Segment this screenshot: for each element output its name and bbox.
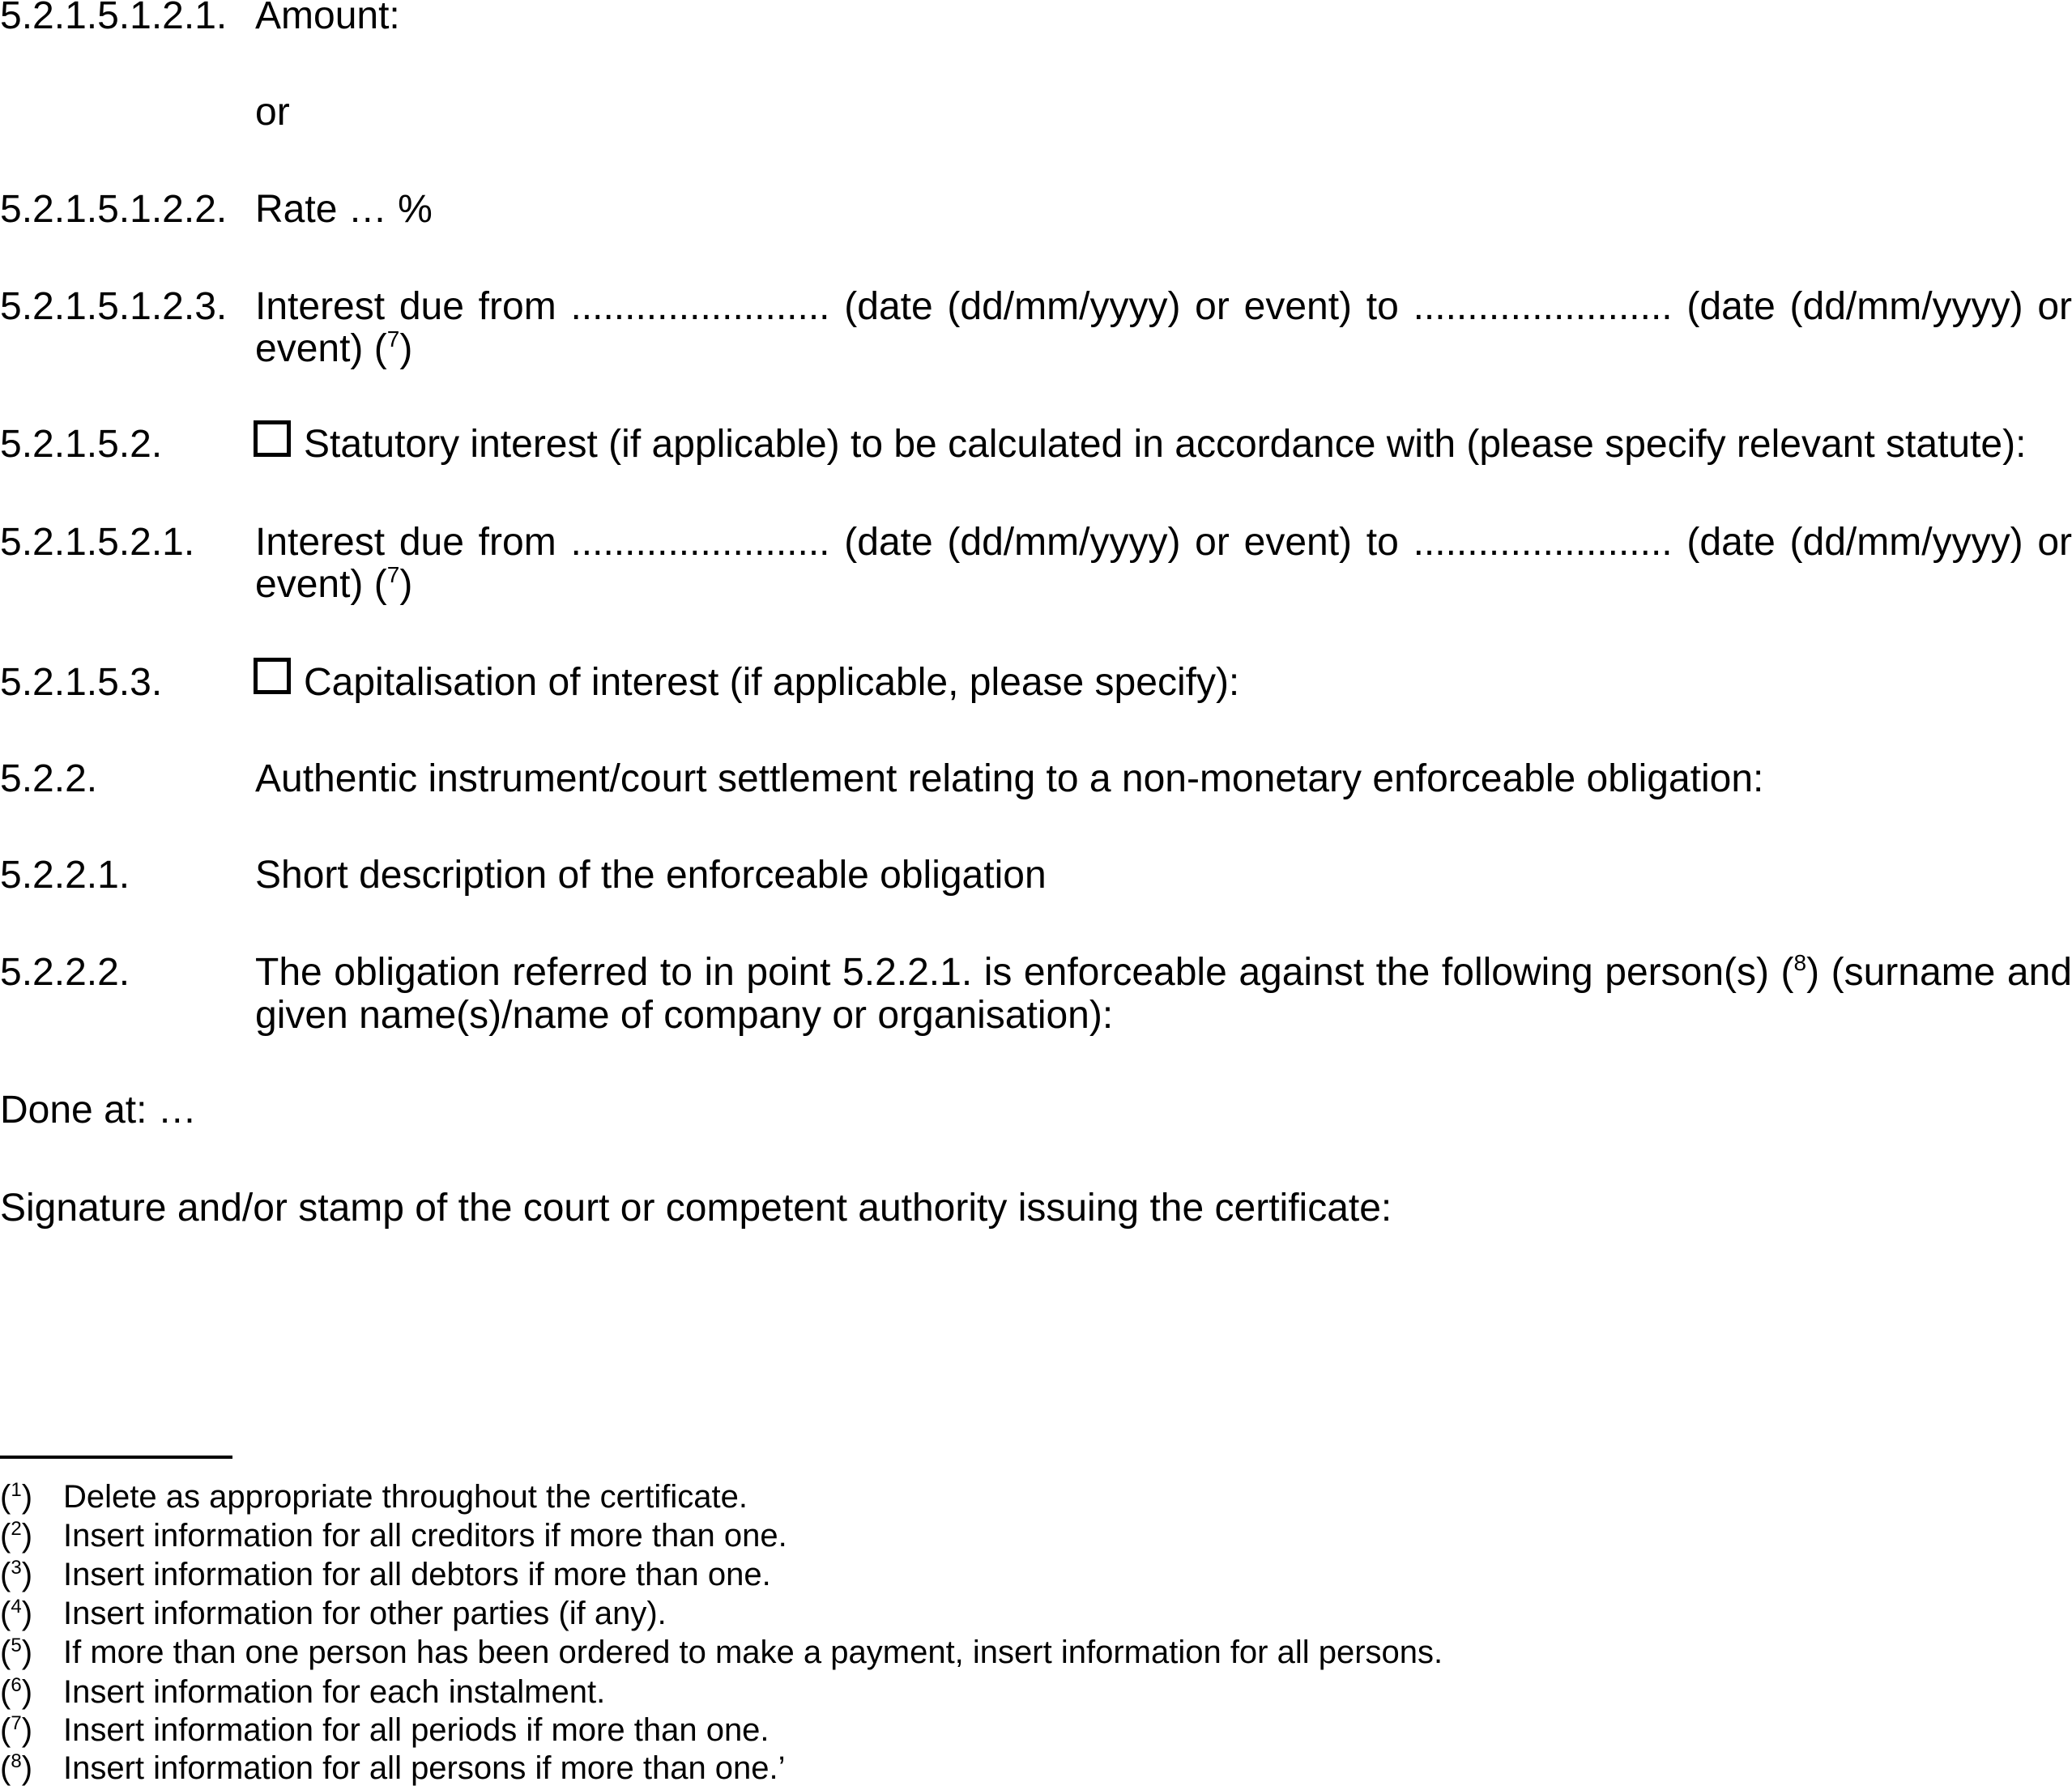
footnote-text: If more than one person has been ordered to make a payment, insert information for all persons. — [63, 1635, 1443, 1670]
footnote-separator — [0, 1456, 232, 1459]
footnote-text: Insert information for all periods if more than one. — [63, 1712, 770, 1748]
statutory-interest-due-line-2 — [255, 562, 413, 606]
signature-label: Signature and/or stamp of the court or competent authority issuing the certificate: — [0, 1187, 1392, 1230]
footnote-marker: ($^4$) — [0, 1596, 33, 1631]
done-at-label: Done at: … — [0, 1089, 197, 1132]
item-number: 5.2.1.5.1.2.1. — [0, 0, 228, 37]
footnote-number: 4 — [11, 1596, 22, 1618]
footnote-marker: ($^5$) — [0, 1635, 33, 1670]
item-text-capitalisation: Capitalisation of interest (if applicable, please specify): — [304, 661, 1240, 704]
footnote-number: 2 — [11, 1518, 22, 1540]
obligation-text: The obligation referred to in point 5.2.2.1. is enforceable against the following person(s) ( — [255, 951, 1794, 994]
interest-due-text-end: ) — [399, 563, 413, 606]
footnote-text: Insert information for all persons if more than one.’ — [63, 1750, 786, 1786]
footnote-number: 5 — [11, 1635, 22, 1656]
interest-due-text-end: ) — [399, 327, 413, 370]
footnote-text: Insert information for other parties (if any). — [63, 1596, 667, 1631]
footnote-number: 7 — [11, 1712, 22, 1734]
item-number: 5.2.2.1. — [0, 854, 130, 897]
interest-due-line-1: Interest due from ........................ (date (dd/mm/yyyy) or event) to ........................ (date (dd/mm/yyyy) or — [255, 285, 2072, 328]
footnote-marker: ($^6$) — [0, 1674, 33, 1710]
item-number: 5.2.1.5.3. — [0, 661, 163, 704]
obligation-line-2: given name(s)/name of company or organisation): — [255, 994, 1114, 1037]
statutory-interest-due-line-1: Interest due from ........................ (date (dd/mm/yyyy) or event) to ........................ (date (dd/mm/yyyy) or — [255, 521, 2072, 564]
item-number: 5.2.2. — [0, 757, 98, 800]
footnote-marker: ($^1$) — [0, 1479, 33, 1515]
footnote-ref[interactable]: 7 — [386, 326, 400, 352]
obligation-line-1 — [255, 950, 2072, 994]
footnote-marker: ($^2$) — [0, 1518, 33, 1554]
or-separator: or — [255, 91, 290, 134]
footnote-text: Insert information for each instalment. — [63, 1674, 606, 1710]
item-text-statutory-interest: Statutory interest (if applicable) to be calculated in accordance with (please specify relevant statute): — [304, 423, 2027, 466]
footnote-number: 8 — [11, 1750, 22, 1772]
item-number: 5.2.1.5.2.1. — [0, 521, 195, 564]
item-number: 5.2.1.5.1.2.3. — [0, 285, 228, 328]
footnote-number: 1 — [11, 1479, 22, 1501]
interest-due-text: event) ( — [255, 327, 387, 370]
item-text-rate: Rate … % — [255, 188, 433, 231]
footnote-number: 3 — [11, 1557, 22, 1579]
item-text-amount: Amount: — [255, 0, 400, 37]
footnote-ref[interactable]: 7 — [386, 562, 400, 587]
statutory-interest-checkbox[interactable] — [254, 420, 291, 457]
footnote-marker: ($^7$) — [0, 1712, 33, 1748]
obligation-text-end: ) (surname and — [1806, 951, 2072, 994]
footnote-number: 6 — [11, 1674, 22, 1696]
footnote-text: Insert information for all debtors if more than one. — [63, 1557, 771, 1592]
interest-due-text: event) ( — [255, 563, 387, 606]
item-text-authentic-instrument: Authentic instrument/court settlement relating to a non-monetary enforceable obligation: — [255, 757, 1764, 800]
item-number: 5.2.1.5.1.2.2. — [0, 188, 228, 231]
item-number: 5.2.1.5.2. — [0, 423, 163, 466]
footnote-ref[interactable]: 8 — [1793, 950, 1807, 975]
footnote-text: Delete as appropriate throughout the certificate. — [63, 1479, 748, 1515]
item-text-short-description: Short description of the enforceable obligation — [255, 854, 1047, 897]
footnote-marker: ($^8$) — [0, 1750, 33, 1786]
item-number: 5.2.2.2. — [0, 951, 130, 994]
interest-due-line-2 — [255, 326, 413, 370]
capitalisation-checkbox[interactable] — [254, 658, 291, 694]
footnote-marker: ($^3$) — [0, 1557, 33, 1592]
footnote-text: Insert information for all creditors if more than one. — [63, 1518, 787, 1554]
